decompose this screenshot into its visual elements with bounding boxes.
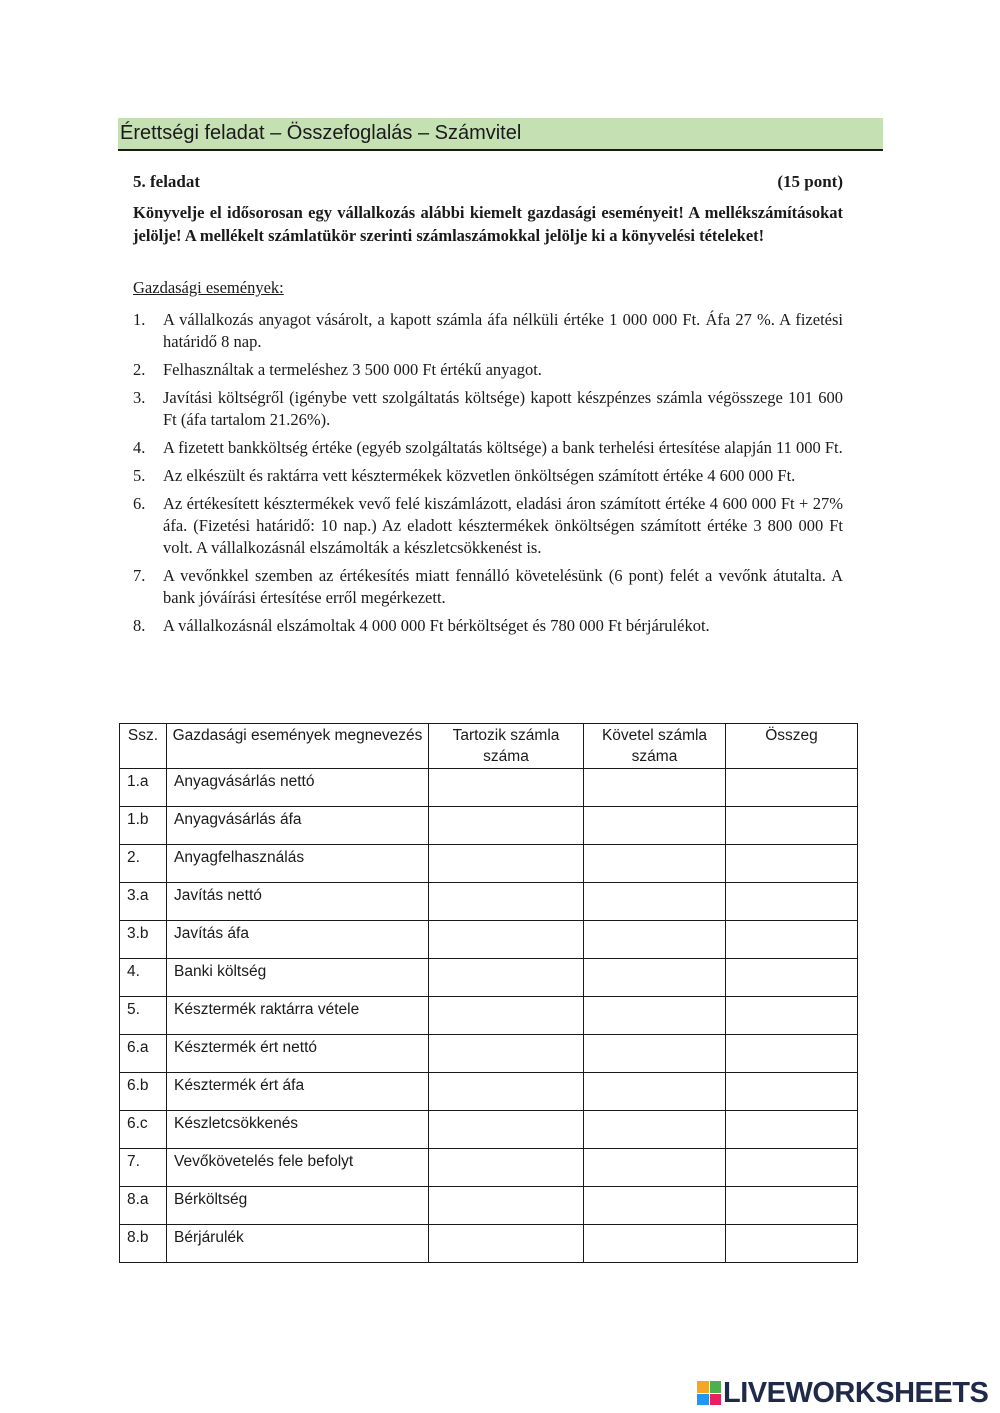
- credit-account-input[interactable]: [584, 921, 726, 959]
- debit-account-input[interactable]: [429, 997, 584, 1035]
- row-event-name: Bérköltség: [167, 1187, 429, 1225]
- table-header-row: [120, 724, 858, 769]
- event-item: [133, 359, 843, 381]
- debit-account-input[interactable]: [429, 1225, 584, 1263]
- credit-account-input[interactable]: [584, 1111, 726, 1149]
- ledger-table: [119, 723, 858, 1263]
- event-text: Az elkészült és raktárra vett késztermékek közvetlen önköltségen számított értéke 4 600 000 Ft.: [163, 466, 796, 485]
- col-header-credit: Követel számla száma: [584, 724, 726, 769]
- amount-input[interactable]: [726, 959, 858, 997]
- table-row: [120, 1225, 858, 1263]
- debit-account-input[interactable]: [429, 1149, 584, 1187]
- amount-input[interactable]: [726, 1187, 858, 1225]
- row-ssz: 6.c: [120, 1111, 167, 1149]
- event-item: [133, 565, 843, 609]
- col-header-debit: Tartozik számla száma: [429, 724, 584, 769]
- table-row: [120, 959, 858, 997]
- debit-account-input[interactable]: [429, 1111, 584, 1149]
- event-number: 2.: [133, 360, 146, 379]
- row-event-name: Készletcsökkenés: [167, 1111, 429, 1149]
- row-event-name: Késztermék ért nettó: [167, 1035, 429, 1073]
- page-header: Érettségi feladat – Összefoglalás – Számvitel: [118, 118, 883, 151]
- event-text: Javítási költségről (igénybe vett szolgáltatás költsége) kapott készpénzes számla végösszege 101 600 Ft (áfa tartalom 21.26%).: [163, 388, 843, 429]
- amount-input[interactable]: [726, 1111, 858, 1149]
- row-event-name: Banki költség: [167, 959, 429, 997]
- event-number: 8.: [133, 616, 146, 635]
- amount-input[interactable]: [726, 1225, 858, 1263]
- debit-account-input[interactable]: [429, 1187, 584, 1225]
- row-event-name: Vevőkövetelés fele befolyt: [167, 1149, 429, 1187]
- debit-account-input[interactable]: [429, 1035, 584, 1073]
- amount-input[interactable]: [726, 883, 858, 921]
- row-ssz: 7.: [120, 1149, 167, 1187]
- debit-account-input[interactable]: [429, 921, 584, 959]
- amount-input[interactable]: [726, 769, 858, 807]
- liveworksheets-logo: [697, 1376, 988, 1410]
- table-row: [120, 1073, 858, 1111]
- event-item: [133, 493, 843, 559]
- table-row: [120, 1035, 858, 1073]
- debit-account-input[interactable]: [429, 959, 584, 997]
- task-heading: [133, 172, 843, 192]
- credit-account-input[interactable]: [584, 769, 726, 807]
- credit-account-input[interactable]: [584, 1035, 726, 1073]
- amount-input[interactable]: [726, 1149, 858, 1187]
- row-event-name: Késztermék ért áfa: [167, 1073, 429, 1111]
- event-number: 7.: [133, 566, 146, 585]
- amount-input[interactable]: [726, 807, 858, 845]
- row-event-name: Javítás nettó: [167, 883, 429, 921]
- col-header-amount: Összeg: [726, 724, 858, 769]
- row-ssz: 6.b: [120, 1073, 167, 1111]
- table-row: [120, 807, 858, 845]
- row-event-name: Anyagfelhasználás: [167, 845, 429, 883]
- event-item: [133, 615, 843, 637]
- col-header-name: Gazdasági események megnevezés: [167, 724, 429, 769]
- event-number: 1.: [133, 310, 146, 329]
- credit-account-input[interactable]: [584, 997, 726, 1035]
- table-row: [120, 921, 858, 959]
- table-row: [120, 883, 858, 921]
- event-item: [133, 387, 843, 431]
- credit-account-input[interactable]: [584, 1187, 726, 1225]
- row-event-name: Javítás áfa: [167, 921, 429, 959]
- event-number: 6.: [133, 494, 146, 513]
- task-points: (15 pont): [777, 172, 843, 191]
- event-number: 5.: [133, 466, 146, 485]
- event-number: 4.: [133, 438, 146, 457]
- table-row: [120, 845, 858, 883]
- task-instructions: Könyvelje el idősorosan egy vállalkozás alábbi kiemelt gazdasági eseményeit! A mellékszámításokat jelölje! A mellékelt számlatükör szerinti számlaszámokkal jelölje ki a könyvelési tételeket!: [133, 203, 843, 245]
- logo-mark-icon: [697, 1381, 721, 1405]
- event-item: [133, 465, 843, 487]
- debit-account-input[interactable]: [429, 769, 584, 807]
- row-ssz: 1.a: [120, 769, 167, 807]
- event-text: A vállalkozás anyagot vásárolt, a kapott számla áfa nélküli értéke 1 000 000 Ft. Áfa 27 %. A fizetési határidő 8 nap.: [163, 310, 843, 351]
- amount-input[interactable]: [726, 997, 858, 1035]
- event-item: [133, 309, 843, 353]
- events-list: [133, 309, 843, 643]
- table-row: [120, 997, 858, 1035]
- row-ssz: 5.: [120, 997, 167, 1035]
- row-ssz: 6.a: [120, 1035, 167, 1073]
- row-event-name: Bérjárulék: [167, 1225, 429, 1263]
- debit-account-input[interactable]: [429, 845, 584, 883]
- row-ssz: 4.: [120, 959, 167, 997]
- event-text: A vevőnkkel szemben az értékesítés miatt fennálló követelésünk (6 pont) felét a vevőnk átutalta. A bank jóváírási értesítése erről megérkezett.: [163, 566, 843, 607]
- row-event-name: Késztermék raktárra vétele: [167, 997, 429, 1035]
- event-text: A fizetett bankköltség értéke (egyéb szolgáltatás költsége) a bank terhelési értesítése alapján 11 000 Ft.: [163, 438, 843, 457]
- row-ssz: 8.b: [120, 1225, 167, 1263]
- row-ssz: 8.a: [120, 1187, 167, 1225]
- event-number: 3.: [133, 388, 146, 407]
- event-text: Felhasználtak a termeléshez 3 500 000 Ft értékű anyagot.: [163, 360, 542, 379]
- row-ssz: 1.b: [120, 807, 167, 845]
- credit-account-input[interactable]: [584, 883, 726, 921]
- credit-account-input[interactable]: [584, 1149, 726, 1187]
- logo-text: LIVEWORKSHEETS: [723, 1376, 989, 1409]
- event-text: A vállalkozásnál elszámoltak 4 000 000 Ft bérköltséget és 780 000 Ft bérjárulékot.: [163, 616, 710, 635]
- task-label: 5. feladat: [133, 172, 201, 191]
- events-heading: Gazdasági események:: [133, 278, 284, 297]
- credit-account-input[interactable]: [584, 959, 726, 997]
- event-item: [133, 437, 843, 459]
- table-row: [120, 1111, 858, 1149]
- amount-input[interactable]: [726, 921, 858, 959]
- table-row: [120, 1187, 858, 1225]
- debit-account-input[interactable]: [429, 807, 584, 845]
- row-event-name: Anyagvásárlás áfa: [167, 807, 429, 845]
- amount-input[interactable]: [726, 845, 858, 883]
- row-ssz: 3.a: [120, 883, 167, 921]
- row-ssz: 3.b: [120, 921, 167, 959]
- table-row: [120, 1149, 858, 1187]
- row-event-name: Anyagvásárlás nettó: [167, 769, 429, 807]
- debit-account-input[interactable]: [429, 1073, 584, 1111]
- amount-input[interactable]: [726, 1073, 858, 1111]
- credit-account-input[interactable]: [584, 1225, 726, 1263]
- credit-account-input[interactable]: [584, 845, 726, 883]
- col-header-ssz: Ssz.: [120, 724, 167, 769]
- credit-account-input[interactable]: [584, 1073, 726, 1111]
- debit-account-input[interactable]: [429, 883, 584, 921]
- credit-account-input[interactable]: [584, 807, 726, 845]
- amount-input[interactable]: [726, 1035, 858, 1073]
- event-text: Az értékesített késztermékek vevő felé kiszámlázott, eladási áron számított értéke 4 600 000 Ft + 27% áfa. (Fizetési határidő: 10 nap.) Az eladott késztermékek önköltségen számított értéke 3 800 000 Ft volt. A vállalkozásnál elszámolták a készletcsökkenést is.: [163, 494, 843, 557]
- row-ssz: 2.: [120, 845, 167, 883]
- table-row: [120, 769, 858, 807]
